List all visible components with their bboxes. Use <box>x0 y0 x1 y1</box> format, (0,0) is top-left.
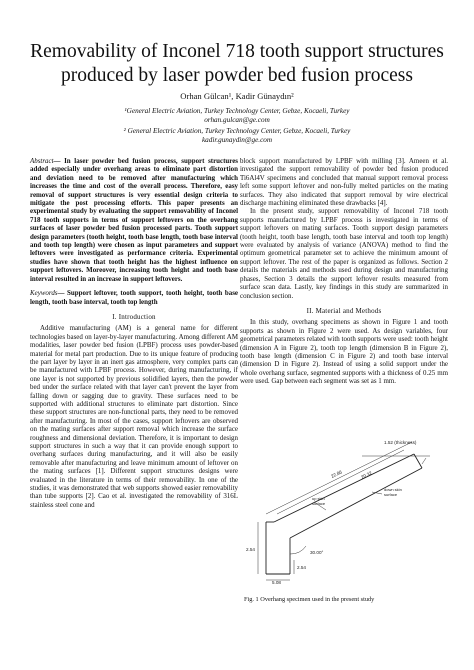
affiliation-2-email[interactable]: kadir.gunaydin@ge.com <box>201 136 273 144</box>
keywords-text: — Support leftover, tooth support, tooth height, tooth base length, tooth base interval, tooth top length <box>30 289 238 306</box>
right-paragraph-1: block support manufactured by LPBF with milling [3]. Ameen et al. investigated the support removability of powder bed fusion produced Ti6Al4V specimens and concluded that manual support removal process left some support leftover and non-fully melted particles on the mating surfaces. They also indicated that support removal by wire electrical discharge machining eliminated these drawbacks [4]. <box>240 157 448 208</box>
affiliation-2-line: ² General Electric Aviation, Turkey Technology Center, Gebze, Kocaeli, Turkey <box>123 127 351 135</box>
figure-1-drawing <box>244 434 448 584</box>
dim-22-86-line <box>266 442 412 514</box>
specimen-outline <box>266 454 422 574</box>
affiliation-2 <box>60 127 414 145</box>
label-up-skin-1: up skin <box>312 496 325 501</box>
section-2-heading: II. Material and Methods <box>306 306 382 315</box>
label-down-skin-2: surface <box>384 492 398 497</box>
section-1-paragraph: Additive manufacturing (AM) is a general name for different technologies based on layer-by-layer manufacturing. Among different AM modalities, laser powder bed fusion (LPBF) process uses powder-based material for metal part production. Due to its unique feature of producing the part layer by layer in an inert gas atmosphere, very complex parts can be manufactured with LPBF process. However, during manufacturing, if one layer is not supported by previous solidified layers, then the powder bed under the surface related with that layer can't prevent the layer from falling down or sagging due to gravity. These surfaces need to be supported with additional structures to eliminate part distortion. Since these support structures are non-functional parts, they need to be removed after manufacturing. In most of the cases, support leftovers are observed on the mating surfaces after support removal which increase the surface roughness and dimensional deviation. Therefore, it is important to design support structures in such a way that it can provide enough support to overhang surfaces during manufacturing, and it will also be easily removable after manufacturing and leave minimum amount of leftover on the mating surfaces [1]. Different support structures designs were evaluated in the literature in terms of their removability. In one of the studies, it was demonstrated that web supports showed easier removability than tube supports [2]. Cao et al. investigated the removability of 316L stainless steel cone and <box>30 324 238 509</box>
keywords <box>30 289 238 306</box>
label-up-skin-2: surface <box>312 501 326 506</box>
abstract-text: — In laser powder bed fusion process, support structures added especially under overhang areas to eliminate part distortion and deviation need to be removed after manufacturing which increases the time and cost of the overall process. Therefore, easy removal of support structures is very essential design criteria to mitigate the post processing efforts. This paper presents an experimental study by evaluating the support removability of Inconel 718 tooth supports in terms of support leftovers on the overhang surfaces of laser powder bed fusion processed parts. Tooth support design parameters (tooth height, tooth base length, tooth base interval and tooth top length) were chosen as input parameters and support leftovers were investigated as performance criteria. Experimental studies have shown that tooth height has the highest influence on support leftovers. Moreover, increasing tooth height and tooth base interval resulted in an increase in support leftovers. <box>30 157 238 283</box>
right-paragraph-2: In the present study, support removability of Inconel 718 tooth supports manufactured by LPBF process is investigated in terms of support leftovers on mating surfaces. Tooth support design parameters (tooth height, tooth base length, tooth base interval and tooth top length) were evaluated by analysis of variance (ANOVA) method to find the optimum geometrical parameter set to achieve the minimum amount of support leftover. The rest of the paper is organized as follows. Section 2 details the materials and methods used during design and manufacturing phases, Section 3 details the support leftover results measured from surface scan data. Lastly, key findings in this study are summarized in conclusion section. <box>240 207 448 300</box>
abstract-lead: Abstract <box>30 157 54 165</box>
affiliation-1-email[interactable]: orhan.gulcan@ge.com <box>204 116 270 124</box>
figure-1-caption: Fig. 1 Overhang specimen used in the present study <box>244 596 375 603</box>
keywords-lead: Keywords <box>30 289 58 298</box>
dim-20-32-line <box>277 450 404 514</box>
label-5-08: 5.08 <box>272 580 281 584</box>
abstract <box>30 157 238 283</box>
affiliation-1 <box>60 107 414 125</box>
label-22-86: 22.86 <box>330 469 343 479</box>
outline-lower-slope <box>290 468 422 538</box>
right-column <box>240 157 448 386</box>
label-2-54a: 2.54 <box>246 547 255 552</box>
label-2-54b: 2.54 <box>297 565 306 570</box>
left-column <box>30 157 238 509</box>
dimension-lines <box>258 442 430 580</box>
dim-thickness-leader <box>422 458 426 464</box>
label-20-32: 20.32 <box>360 470 373 480</box>
angle-arc <box>290 546 306 554</box>
section-1-heading: I. Introduction <box>112 312 156 321</box>
paper-title: Removability of Inconel 718 tooth support structures produced by laser powder bed fusion process <box>30 41 444 86</box>
label-down-skin-1: down skin <box>384 487 402 492</box>
affiliation-1-line: ¹General Electric Aviation, Turkey Technology Center, Gebze, Kocaeli, Turkey <box>124 107 350 115</box>
authors: Orhan Gülcan¹, Kadir Günaydın² <box>180 91 294 101</box>
label-angle: 30.00° <box>310 550 324 555</box>
label-thickness: 1.52 (thickness) <box>384 440 417 445</box>
section-2-paragraph: In this study, overhang specimens as shown in Figure 1 and tooth supports as shown in Figure 2 were used. As design variables, four geometrical parameters related with tooth supports were used: tooth height (dimension A in Figure 2), tooth top length (dimension B in Figure 2), tooth base length (dimension C in Figure 2) and tooth base interval (dimension D in Figure 2). Instead of using a solid support under the whole overhang surface, segmented supports with a thickness of 0.25 mm were used. Gap between each segment was set as 1 mm. <box>240 318 448 386</box>
